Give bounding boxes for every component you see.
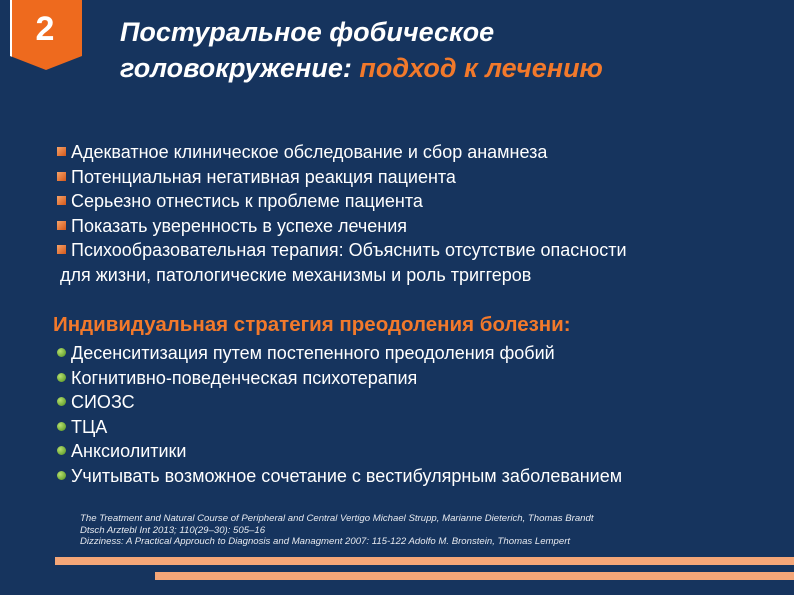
green-bullet-icon (57, 422, 66, 431)
list-item (57, 189, 777, 214)
list-item (57, 366, 777, 391)
square-bullet-icon (57, 172, 66, 181)
list-item-text: Когнитивно-поведенческая психотерапия (71, 367, 418, 388)
list-item-text: Учитывать возможное сочетание с вестибулярным заболеванием (71, 465, 623, 486)
slide-number: 2 (35, 10, 55, 48)
green-bullet-icon (57, 471, 66, 480)
green-bullet-icon (57, 373, 66, 382)
list-item-text: ТЦА (71, 416, 108, 437)
square-bullet-icon (57, 147, 66, 156)
list-item-text: Потенциальная негативная реакция пациента (71, 166, 456, 187)
list-item-text: Адекватное клиническое обследование и сбор анамнеза (71, 142, 548, 162)
title-line-1: Постуральное фобическое (120, 17, 495, 47)
reference-line: Dizziness: A Practical Approuch to Diagnosis and Managment 2007: 115-122 Adolfo M. Bronstein, Thomas Lempert (80, 536, 571, 547)
reference-line: Dtsch Arztebl Int 2013; 110(29–30): 505–16 (80, 524, 266, 536)
list-item (57, 214, 777, 239)
square-bullet-icon (57, 196, 66, 205)
list-item (57, 341, 777, 366)
green-bullet-icon (57, 348, 66, 357)
approach-list (57, 140, 777, 287)
list-item-text: Анксиолитики (71, 441, 187, 461)
list-item (57, 238, 777, 287)
list-item (57, 165, 777, 190)
strategy-heading: Индивидуальная стратегия преодоления болезни: (53, 313, 571, 336)
slide-title (120, 14, 780, 86)
title-line-2-plain: головокружение: (120, 53, 360, 83)
square-bullet-icon (57, 245, 66, 254)
list-item (57, 140, 777, 165)
list-item (57, 415, 777, 440)
footer-bar-bottom (155, 572, 794, 580)
green-bullet-icon (57, 397, 66, 406)
list-item-text: Серьезно отнестись к проблеме пациента (71, 191, 423, 211)
footer-bar-top (55, 557, 794, 565)
title-line-2-accent: подход к лечению (359, 53, 603, 83)
green-bullet-icon (57, 446, 66, 455)
title-line-2 (120, 50, 780, 86)
list-item (57, 390, 777, 415)
reference-line: The Treatment and Natural Course of Peripheral and Central Vertigo Michael Strupp, Marianne Dieterich, Thomas Brandt (80, 513, 594, 524)
list-item (57, 439, 777, 464)
strategy-list (57, 341, 777, 488)
square-bullet-icon (57, 221, 66, 230)
list-item-text: Показать уверенность в успехе лечения (71, 215, 408, 236)
list-item (57, 464, 777, 489)
list-item-text: Десенситизация путем постепенного преодоления фобий (71, 343, 555, 363)
list-item-text: Психообразовательная терапия: Объяснить отсутствие опасности (71, 240, 627, 260)
list-item-text-continued: для жизни, патологические механизмы и роль триггеров (60, 264, 532, 285)
references (80, 513, 770, 548)
list-item-text: СИОЗС (71, 392, 135, 412)
